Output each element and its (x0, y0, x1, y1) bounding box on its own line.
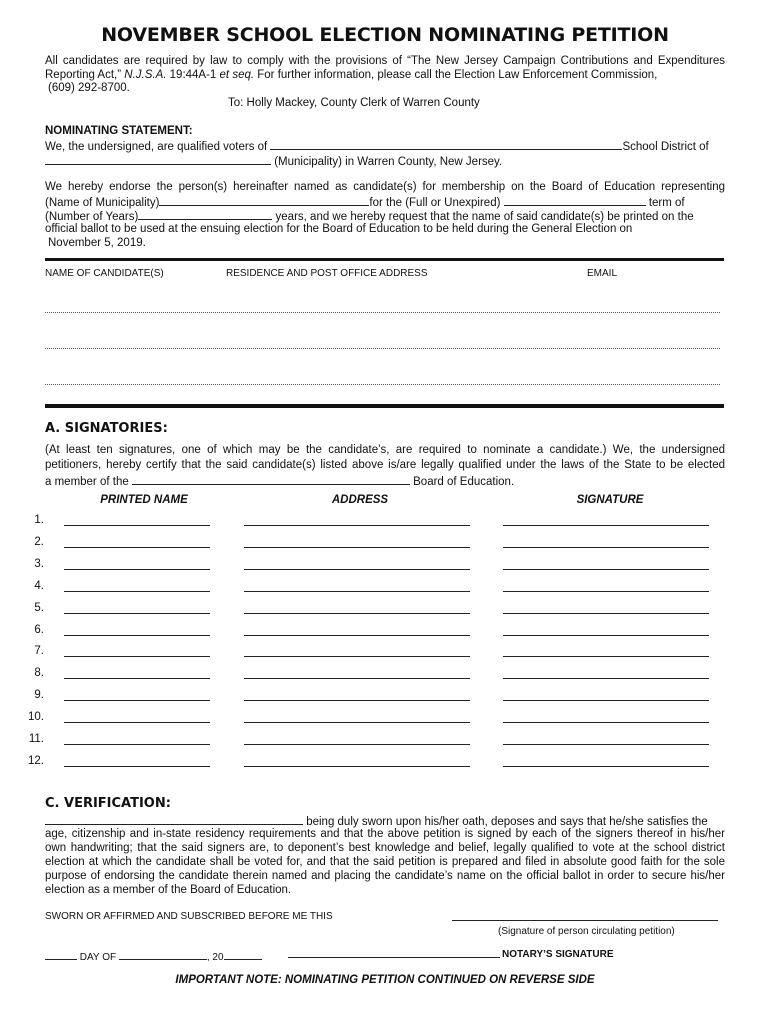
intro-line-2: Reporting Act,” N.J.S.A. 19:44A-1 et seq. For further information, please call the Election Law Enforcement Commission, (45, 69, 658, 81)
day-field[interactable] (45, 948, 77, 960)
deponent-name-field[interactable] (45, 813, 303, 825)
candidate-col-name: NAME OF CANDIDATE(S) (45, 268, 164, 279)
signatory-row-number: 10. (28, 711, 44, 723)
signatory-printed-name-field[interactable] (64, 613, 210, 614)
signatory-printed-name-field[interactable] (64, 700, 210, 701)
signatory-signature-field[interactable] (503, 525, 709, 526)
signatory-printed-name-field[interactable] (64, 591, 210, 592)
important-note: IMPORTANT NOTE: NOMINATING PETITION CONTINUED ON REVERSE SIDE (175, 974, 595, 986)
notary-date-line: DAY OF , 20 (45, 948, 262, 965)
signatory-address-field[interactable] (244, 525, 470, 526)
signatory-address-field[interactable] (244, 613, 470, 614)
signatory-row-number: 3. (34, 558, 44, 570)
candidate-row-3[interactable] (45, 384, 720, 385)
signatory-address-field[interactable] (244, 744, 470, 745)
intro-line-1: All candidates are required by law to comply with the provisions of “The New Jersey Campaign Contributions and Expenditures (45, 55, 725, 67)
signatory-address-field[interactable] (244, 591, 470, 592)
verification-line-4: election at which the candidate shall be voted for, and that the said petition is prepared and filed in absolute good faith for the sole (45, 856, 725, 868)
signatories-line-2: petitioners, hereby certify that the said candidate(s) listed above is/are legally qualified under the laws of the State to be elected (45, 459, 725, 471)
signatory-address-field[interactable] (244, 722, 470, 723)
sworn-statement: SWORN OR AFFIRMED AND SUBSCRIBED BEFORE ME THIS (45, 911, 333, 922)
verification-line-1: being duly sworn upon his/her oath, deposes and says that he/she satisfies the (45, 813, 708, 829)
year-field[interactable] (224, 948, 262, 960)
notary-signature-line[interactable] (288, 957, 500, 958)
signatory-printed-name-field[interactable] (64, 722, 210, 723)
signatory-printed-name-field[interactable] (64, 678, 210, 679)
signatory-row-number: 4. (34, 580, 44, 592)
statement-line-1: We, the undersigned, are qualified voters of School District of (45, 138, 709, 154)
addressee: To: Holly Mackey, County Clerk of Warren County (228, 97, 480, 109)
signatory-signature-field[interactable] (503, 744, 709, 745)
signatory-row-number: 5. (34, 602, 44, 614)
signatory-signature-field[interactable] (503, 613, 709, 614)
signatory-signature-field[interactable] (503, 678, 709, 679)
signatory-printed-name-field[interactable] (64, 766, 210, 767)
month-field[interactable] (119, 948, 207, 960)
signatory-row-number: 12. (28, 755, 44, 767)
candidate-row-2[interactable] (45, 348, 720, 349)
candidate-col-email: EMAIL (587, 268, 618, 279)
verification-line-6: election as a member of the Board of Education. (45, 884, 292, 896)
endorse-line-4: official ballot to be used at the ensuing election for the Board of Education to be held during the General Election on (45, 223, 633, 235)
election-date: November 5, 2019. (48, 237, 146, 249)
signatory-signature-field[interactable] (503, 569, 709, 570)
signatory-row-number: 1. (34, 514, 44, 526)
signatory-row-number: 8. (34, 667, 44, 679)
candidate-col-address: RESIDENCE AND POST OFFICE ADDRESS (226, 268, 428, 279)
verification-line-3: own handwriting; that the said signers are, to deponent’s best knowledge and belief, legally qualified to vote at the school district (45, 842, 725, 854)
signatory-address-field[interactable] (244, 766, 470, 767)
signatory-address-field[interactable] (244, 547, 470, 548)
verification-heading: C. VERIFICATION: (45, 796, 171, 811)
signatory-row-number: 11. (28, 733, 44, 745)
signatory-row-number: 7. (34, 645, 44, 657)
notary-signature-label: NOTARY’S SIGNATURE (502, 949, 614, 960)
term-type-field[interactable] (504, 194, 646, 206)
signatory-signature-field[interactable] (503, 722, 709, 723)
verification-line-2: age, citizenship and in-state residency requirements and that the above petition is signed by each of the signers thereof in his/her (45, 828, 725, 840)
signatory-row-number: 2. (34, 536, 44, 548)
signatory-printed-name-field[interactable] (64, 656, 210, 657)
signatory-address-field[interactable] (244, 678, 470, 679)
signatories-line-1: (At least ten signatures, one of which may be the candidate’s, are required to nominate a candidate.) We, the undersigned (45, 444, 725, 456)
candidate-row-1[interactable] (45, 312, 720, 313)
school-district-field[interactable] (270, 138, 622, 150)
signatory-address-field[interactable] (244, 656, 470, 657)
endorse-line-1: We hereby endorse the person(s) hereinafter named as candidate(s) for membership on the Board of Education representing (45, 181, 725, 193)
col-printed-name: PRINTED NAME (100, 494, 188, 506)
municipality-field[interactable] (45, 153, 271, 165)
signatory-address-field[interactable] (244, 635, 470, 636)
name-of-municipality-field[interactable] (159, 194, 369, 206)
col-signature: SIGNATURE (576, 494, 644, 506)
col-address: ADDRESS (331, 494, 389, 506)
candidate-table-bottom-rule (45, 404, 724, 408)
signatories-line-3: a member of the Board of Education. (45, 473, 514, 489)
circulator-signature-caption: (Signature of person circulating petition) (498, 926, 675, 937)
signatory-signature-field[interactable] (503, 591, 709, 592)
signatory-printed-name-field[interactable] (64, 744, 210, 745)
circulator-signature-line[interactable] (452, 920, 718, 921)
endorse-line-2: (Name of Municipality) for the (Full or Unexpired) term of (45, 194, 685, 210)
signatories-heading: A. SIGNATORIES: (45, 421, 168, 436)
signatory-signature-field[interactable] (503, 547, 709, 548)
signatory-signature-field[interactable] (503, 656, 709, 657)
board-of-education-field[interactable] (132, 473, 410, 485)
signatory-printed-name-field[interactable] (64, 525, 210, 526)
signatory-address-field[interactable] (244, 700, 470, 701)
signatory-printed-name-field[interactable] (64, 635, 210, 636)
endorse-line-3: (Number of Years) years, and we hereby request that the name of said candidate(s) be printed on the (45, 208, 694, 224)
candidate-table-top-rule (45, 258, 724, 261)
signatory-row-number: 9. (34, 689, 44, 701)
number-of-years-field[interactable] (138, 208, 272, 220)
signatory-signature-field[interactable] (503, 635, 709, 636)
signatory-signature-field[interactable] (503, 700, 709, 701)
signatory-signature-field[interactable] (503, 766, 709, 767)
page-title: NOVEMBER SCHOOL ELECTION NOMINATING PETITION (101, 24, 669, 46)
signatory-printed-name-field[interactable] (64, 547, 210, 548)
statement-line-2: (Municipality) in Warren County, New Jersey. (45, 153, 502, 169)
verification-line-5: purpose of endorsing the candidate therein named and placing the candidate’s name on the official ballot in order to secure his/her (45, 870, 725, 882)
signatory-address-field[interactable] (244, 569, 470, 570)
signatory-printed-name-field[interactable] (64, 569, 210, 570)
intro-phone: (609) 292-8700. (48, 82, 130, 94)
signatory-row-number: 6. (34, 624, 44, 636)
statement-heading: NOMINATING STATEMENT: (45, 125, 193, 137)
